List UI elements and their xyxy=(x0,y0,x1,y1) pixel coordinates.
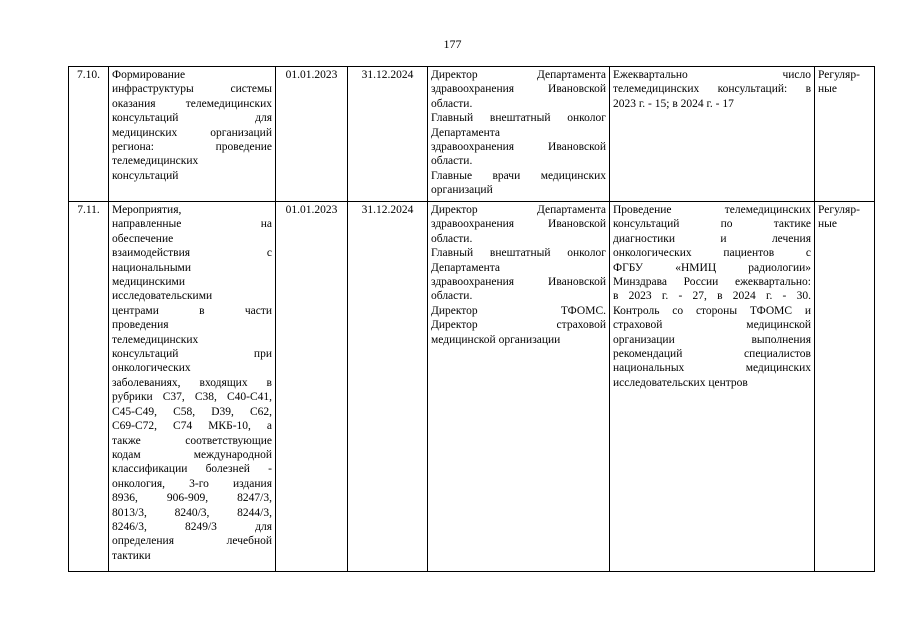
cell-text-line: Минздрава России ежеквартально: xyxy=(613,276,811,289)
page-number: 177 xyxy=(443,37,462,51)
cell-text-line: телемедицинских xyxy=(112,333,199,346)
start-date: 01.01.2023 xyxy=(276,202,348,572)
cell-text-line: диагностики и лечения xyxy=(613,232,811,245)
cell-text-line: классификации болезней - xyxy=(112,463,272,476)
cell-text-line: кодам международной xyxy=(112,448,272,461)
cell-text-line: проведения xyxy=(112,319,169,332)
expected-result xyxy=(610,67,815,202)
cell-text-line: 8013/3, 8240/3, 8244/3, xyxy=(112,506,272,519)
cell-text-line: Директор Департамента xyxy=(431,69,606,81)
cell-text-line: Директор Департамента xyxy=(431,204,606,216)
cell-text-line: Формирование xyxy=(112,69,186,81)
end-date: 31.12.2024 xyxy=(348,202,428,572)
cell-text-line: Контроль со стороны ТФОМС и xyxy=(613,304,811,317)
cell-text-line: инфраструктуры системы xyxy=(112,83,272,96)
cell-text-line: ные xyxy=(818,218,837,231)
cell-text-line: направленные на xyxy=(112,218,272,231)
cell-text-line: Ежеквартально число xyxy=(613,69,811,81)
activity-name xyxy=(109,202,276,572)
cell-text-line: Департамента xyxy=(431,261,501,274)
cell-text-line: 2023 г. - 15; в 2024 г. - 17 xyxy=(613,97,734,110)
cell-text-line: консультаций по тактике xyxy=(613,218,811,231)
cell-text-line: онкологических xyxy=(112,362,191,375)
cell-text-line: рекомендаций специалистов xyxy=(613,348,811,361)
cell-text-line: области. xyxy=(431,97,473,110)
cell-text-line: области. xyxy=(431,290,473,303)
start-date: 01.01.2023 xyxy=(276,67,348,202)
cell-text-line: области. xyxy=(431,155,473,168)
cell-text-line: взаимодействия с xyxy=(112,247,272,260)
cell-text-line: национальных медицинских xyxy=(613,362,811,375)
cell-text-line: здравоохранения Ивановской xyxy=(431,218,606,231)
cell-text-line: телемедицинских консультаций: в xyxy=(613,83,811,96)
cell-text-line: Главный внештатный онколог xyxy=(431,112,606,125)
cell-text-line: определения лечебной xyxy=(112,535,272,548)
cell-text-line: Главный внештатный онколог xyxy=(431,247,606,260)
table-row xyxy=(69,202,875,572)
responsible-persons xyxy=(428,67,610,202)
cell-text-line: ФГБУ «НМИЦ радиологии» xyxy=(613,261,811,274)
cell-text-line: региона: проведение xyxy=(112,141,272,154)
cell-text-line: Главные врачи медицинских xyxy=(431,169,606,182)
activity-table-body xyxy=(69,67,875,572)
table-row xyxy=(69,67,875,202)
cell-text-line: медицинских организаций xyxy=(112,126,272,139)
activity-plan-table xyxy=(68,66,875,572)
cell-text-line: рубрики С37, С38, С40-С41, xyxy=(112,391,272,404)
cell-text-line: оказания телемедицинских xyxy=(112,97,272,110)
cell-text-line: медицинскими xyxy=(112,276,185,289)
cell-text-line: Директор страховой xyxy=(431,319,606,332)
item-number: 7.11. xyxy=(69,202,109,572)
periodicity xyxy=(815,202,875,572)
cell-text-line: страховой медицинской xyxy=(613,319,811,332)
cell-text-line: также соответствующие xyxy=(112,434,272,447)
cell-text-line: С45-С49, С58, D39, С62, xyxy=(112,405,272,418)
cell-text-line: организаций xyxy=(431,184,493,197)
cell-text-line: здравоохранения Ивановской xyxy=(431,83,606,96)
cell-text-line: центрами в части xyxy=(112,304,272,317)
cell-text-line: в 2023 г. - 27, в 2024 г. - 30. xyxy=(613,290,811,303)
periodicity xyxy=(815,67,875,202)
cell-text-line: здравоохранения Ивановской xyxy=(431,276,606,289)
cell-text-line: исследовательских центров xyxy=(613,376,748,389)
expected-result xyxy=(610,202,815,572)
end-date: 31.12.2024 xyxy=(348,67,428,202)
cell-text-line: онкология, 3-го издания xyxy=(112,477,272,490)
cell-text-line: консультаций для xyxy=(112,112,272,125)
cell-text-line: Департамента xyxy=(431,126,501,139)
cell-text-line: Мероприятия, xyxy=(112,204,182,216)
cell-text-line: консультаций xyxy=(112,169,179,182)
cell-text-line: обеспечение xyxy=(112,232,174,245)
cell-text-line: области. xyxy=(431,232,473,245)
cell-text-line: Регуляр- xyxy=(818,69,860,81)
item-number: 7.10. xyxy=(69,67,109,202)
responsible-persons xyxy=(428,202,610,572)
cell-text-line: консультаций при xyxy=(112,348,272,361)
cell-text-line: здравоохранения Ивановской xyxy=(431,141,606,154)
cell-text-line: заболеваниях, входящих в xyxy=(112,376,272,389)
cell-text-line: С69-С72, С74 МКБ-10, а xyxy=(112,420,272,433)
cell-text-line: 8246/3, 8249/3 для xyxy=(112,520,272,533)
cell-text-line: Директор ТФОМС. xyxy=(431,304,606,317)
cell-text-line: исследовательскими xyxy=(112,290,213,303)
cell-text-line: медицинской организации xyxy=(431,333,561,346)
cell-text-line: тактики xyxy=(112,549,151,562)
cell-text-line: Регуляр- xyxy=(818,204,860,216)
cell-text-line: организации выполнения xyxy=(613,333,811,346)
activity-name xyxy=(109,67,276,202)
cell-text-line: ные xyxy=(818,83,837,96)
cell-text-line: национальными xyxy=(112,261,191,274)
cell-text-line: телемедицинских xyxy=(112,155,199,168)
cell-text-line: 8936, 906-909, 8247/3, xyxy=(112,492,272,505)
cell-text-line: онкологических пациентов с xyxy=(613,247,811,260)
cell-text-line: Проведение телемедицинских xyxy=(613,204,811,216)
